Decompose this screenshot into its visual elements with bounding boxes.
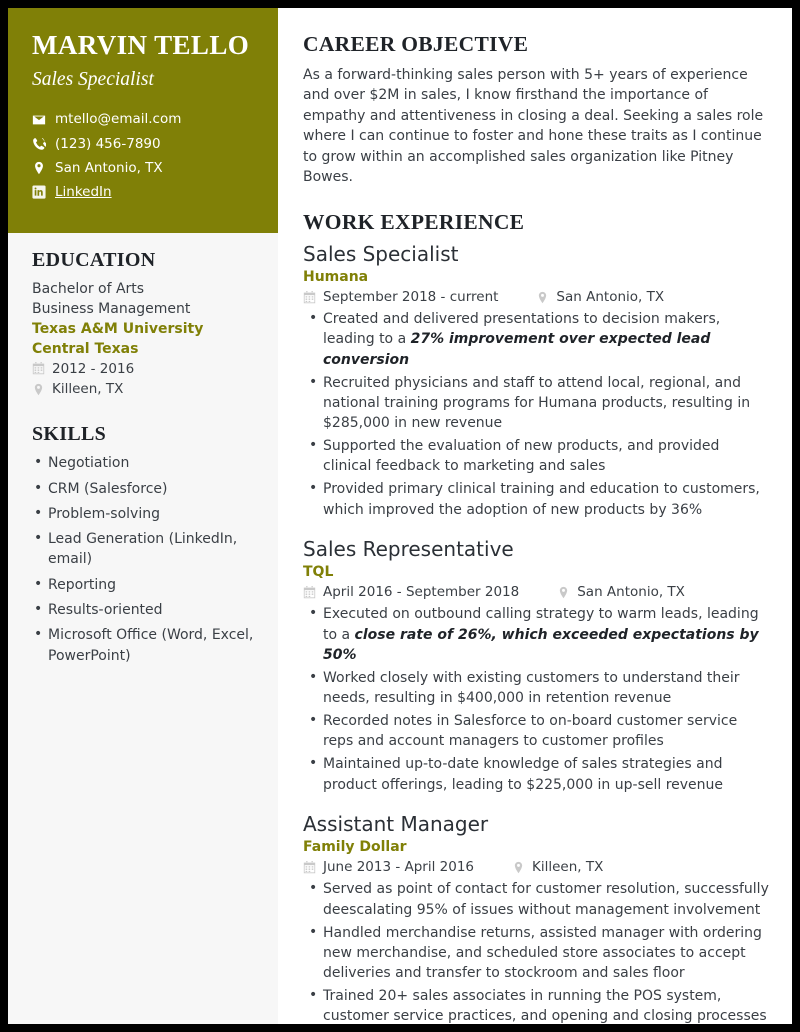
- sidebar-header: [8, 8, 278, 233]
- list-item: • Problem-solving: [32, 504, 254, 524]
- job-entry: [303, 536, 770, 795]
- job-location: [512, 859, 603, 875]
- education-location-text: Killeen, TX: [52, 381, 124, 397]
- list-item: • Lead Generation (LinkedIn, email): [32, 529, 254, 570]
- job-company: Humana: [303, 268, 369, 285]
- calendar-icon: [303, 291, 316, 304]
- linkedin-icon: [32, 185, 46, 199]
- job-entry: [303, 241, 770, 520]
- skills-heading: SKILLS: [32, 423, 107, 446]
- education-heading: EDUCATION: [32, 248, 156, 271]
- list-item: • Executed on outbound calling strategy to warm leads, leading to a close rate of 26%, which exceeded expectations by 50%: [303, 604, 770, 664]
- list-item: • Maintained up-to-date knowledge of sales strategies and product offerings, leading to $225,000 in up-sell revenue: [303, 754, 770, 794]
- list-item: • Results-oriented: [32, 600, 254, 620]
- job-location: [536, 289, 664, 305]
- education-degree: Bachelor of Arts: [32, 280, 145, 297]
- contact-email[interactable]: [32, 110, 254, 130]
- job-dates-text: September 2018 - current: [323, 289, 499, 306]
- map-pin-icon: [512, 861, 525, 874]
- education-school-line2: Central Texas: [32, 340, 139, 357]
- job-dates: [303, 289, 498, 305]
- job-company: Family Dollar: [303, 838, 407, 855]
- map-pin-icon: [536, 291, 549, 304]
- education-major: Business Management: [32, 300, 191, 317]
- job-location-text: San Antonio, TX: [556, 289, 665, 306]
- education-dates: [32, 359, 254, 379]
- contact-list: [32, 110, 254, 202]
- work-experience-heading: WORK EXPERIENCE: [303, 209, 525, 234]
- contact-location-text: San Antonio, TX: [55, 159, 163, 176]
- job-location: [557, 584, 685, 600]
- sidebar: [8, 8, 278, 1024]
- job-bullets: [303, 879, 770, 1024]
- skills-list: [32, 453, 254, 666]
- map-pin-icon: [32, 161, 46, 175]
- job-role: Assistant Manager: [303, 811, 489, 836]
- job-meta: [303, 289, 770, 305]
- map-pin-icon: [32, 383, 45, 396]
- list-item: • Trained 20+ sales associates in running the POS system, customer service practices, and opening and closing processes: [303, 986, 770, 1024]
- job-bullets: [303, 309, 770, 520]
- list-item: • CRM (Salesforce): [32, 479, 254, 499]
- education-location: [32, 379, 254, 399]
- education-school-line1: Texas A&M University: [32, 320, 204, 337]
- list-item: • Negotiation: [32, 453, 254, 473]
- list-item: • Recruited physicians and staff to attend local, regional, and national training programs for Humana products, resulting in $285,000 in new revenue: [303, 373, 770, 433]
- list-item: • Supported the evaluation of new products, and provided clinical feedback to marketing and sales: [303, 436, 770, 476]
- main-content: [278, 8, 792, 1024]
- phone-icon: [32, 137, 46, 151]
- list-item: • Handled merchandise returns, assisted manager with ordering new merchandise, and scheduled store associates to accept deliveries and transfer to stockroom and sales floor: [303, 923, 770, 983]
- list-item: • Created and delivered presentations to decision makers, leading to a 27% improvement over expected lead conversion: [303, 309, 770, 369]
- job-role: Sales Representative: [303, 536, 514, 561]
- contact-phone-text: (123) 456-7890: [55, 135, 161, 152]
- job-role: Sales Specialist: [303, 241, 459, 266]
- list-item: • Microsoft Office (Word, Excel, PowerPoint): [32, 625, 254, 666]
- job-bullets: [303, 604, 770, 794]
- job-dates: [303, 859, 474, 875]
- list-item: • Provided primary clinical training and education to customers, which improved the adoption of new products by 36%: [303, 479, 770, 519]
- envelope-icon: [32, 113, 46, 127]
- contact-phone[interactable]: [32, 135, 254, 155]
- candidate-job-title: Sales Specialist: [32, 69, 154, 91]
- job-company: TQL: [303, 563, 334, 580]
- calendar-icon: [303, 586, 316, 599]
- resume-page: [8, 8, 792, 1024]
- job-meta: [303, 584, 770, 600]
- job-entry: [303, 811, 770, 1024]
- career-objective-text: As a forward-thinking sales person with 5+ years of experience and over $2M in sales, I know firsthand the importance of empathy and attentiveness in closing a deal. Seeking a sales role where I can continue to foster and hone these traits as I continue to grow within an accomplished sales organization like Pitney Bowes.: [303, 67, 764, 186]
- education-dates-text: 2012 - 2016: [52, 360, 135, 377]
- job-dates-text: June 2013 - April 2016: [323, 859, 475, 876]
- list-item: • Recorded notes in Salesforce to on-board customer service reps and account managers to customer profiles: [303, 711, 770, 751]
- list-item: • Reporting: [32, 575, 254, 595]
- work-experience-list: [303, 241, 770, 1024]
- candidate-name: MARVIN TELLO: [32, 30, 250, 60]
- career-objective-heading: CAREER OBJECTIVE: [303, 32, 529, 56]
- calendar-icon: [32, 362, 45, 375]
- job-dates: [303, 584, 519, 600]
- list-item: • Worked closely with existing customers to understand their needs, resulting in $400,000 in retention revenue: [303, 668, 770, 708]
- job-dates-text: April 2016 - September 2018: [323, 584, 520, 601]
- calendar-icon: [303, 861, 316, 874]
- contact-email-text: mtello@email.com: [55, 111, 182, 128]
- contact-linkedin-link[interactable]: LinkedIn: [55, 183, 112, 200]
- job-location-text: Killeen, TX: [532, 859, 604, 876]
- list-item: • Served as point of contact for customer resolution, successfully deescalating 95% of issues without management involvement: [303, 879, 770, 919]
- sidebar-body: [8, 233, 278, 666]
- contact-location: [32, 159, 254, 179]
- job-location-text: San Antonio, TX: [577, 584, 685, 601]
- job-meta: [303, 859, 770, 875]
- map-pin-icon: [557, 586, 570, 599]
- contact-linkedin[interactable]: [32, 183, 254, 203]
